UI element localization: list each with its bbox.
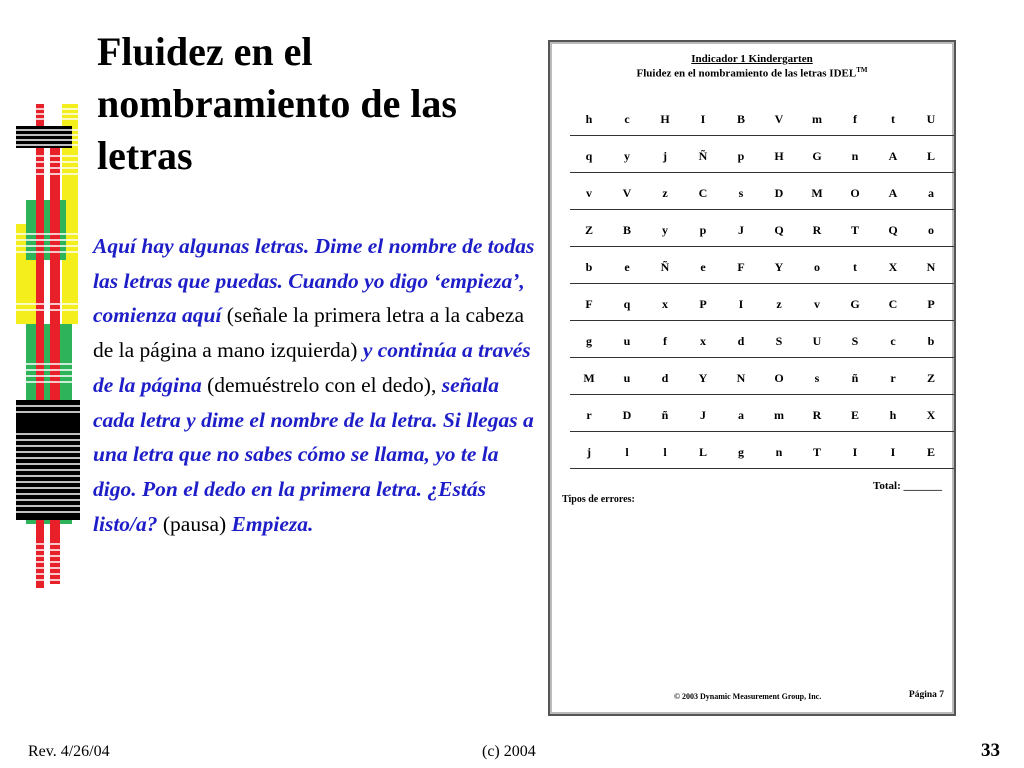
letter-cell: L <box>926 149 935 163</box>
letter-cell: Z <box>584 223 593 237</box>
letter-cell: J <box>738 223 744 237</box>
decorative-stripes <box>16 104 80 588</box>
instruction-run: (señale la primera letra a la cabeza de la página a mano izquierda) <box>93 303 525 363</box>
letter-cell: r <box>586 408 592 422</box>
letter-cell: A <box>888 149 898 163</box>
letter-cell: T <box>850 223 859 237</box>
letter-row <box>570 441 954 478</box>
letter-cell: l <box>663 445 667 459</box>
letter-cell: o <box>928 223 934 237</box>
error-types-label: Tipos de errores: <box>562 494 635 505</box>
letter-cell: h <box>889 408 897 422</box>
letter-row <box>570 219 954 256</box>
copyright-text: © 2003 Dynamic Measurement Group, Inc. <box>674 692 822 701</box>
letter-cell: n <box>775 445 783 459</box>
letter-cell: e <box>624 260 630 274</box>
letter-row <box>570 145 954 182</box>
letter-cell: C <box>888 297 898 311</box>
letter-cell: o <box>814 260 820 274</box>
letter-cell: S <box>775 334 783 348</box>
letter-cell: u <box>623 371 631 385</box>
letter-cell: v <box>814 297 820 311</box>
footer-copyright: (c) 2004 <box>482 743 536 760</box>
instruction-run: Aquí hay algunas letras. Dime el nombre de todas las letras que puedas. Cuando yo digo ‘empieza’, comienza aquí <box>93 234 535 328</box>
letter-row <box>570 182 954 219</box>
letter-cell: Q <box>774 223 784 237</box>
letter-cell: g <box>586 334 592 348</box>
letter-sheet <box>548 40 956 716</box>
instruction-run: señala cada letra y dime el nombre de la letra. Si llegas a una letra que no sabes cómo se llama, yo te la digo. Pon el dedo en la primera letra. ¿Estás listo/a? <box>93 372 534 536</box>
letter-cell: R <box>812 408 822 422</box>
letter-cell: I <box>890 445 896 459</box>
letter-cell: t <box>853 260 857 274</box>
letter-cell: H <box>774 149 784 163</box>
instruction-run: y continúa a través de la página <box>93 338 531 397</box>
letter-cell: F <box>737 260 745 274</box>
letter-cell: U <box>926 112 936 126</box>
letter-cell: j <box>587 445 591 459</box>
sheet-subheading <box>550 66 954 80</box>
letter-cell: u <box>623 334 631 348</box>
letter-cell: y <box>662 223 668 237</box>
stripes-graphic <box>16 104 80 588</box>
letter-cell: P <box>927 297 935 311</box>
row-underline <box>570 357 954 358</box>
letter-cell: N <box>736 371 746 385</box>
letter-cell: y <box>624 149 630 163</box>
letter-cell: Y <box>774 260 784 274</box>
letter-cell: V <box>774 112 784 126</box>
letter-cell: h <box>585 112 593 126</box>
letter-cell: C <box>698 186 708 200</box>
letter-cell: I <box>700 112 706 126</box>
letter-cell: g <box>738 445 744 459</box>
sheet-page-number: Página 7 <box>908 690 944 700</box>
slide-number: 33 <box>981 740 1000 761</box>
letter-cell: D <box>774 186 784 200</box>
letter-cell: G <box>812 149 822 163</box>
letter-cell: f <box>663 334 667 348</box>
letter-grid <box>570 108 954 478</box>
letter-cell: M <box>583 371 595 385</box>
letter-cell: z <box>662 186 668 200</box>
letter-cell: G <box>850 297 860 311</box>
letter-cell: t <box>891 112 895 126</box>
instruction-run: (demuéstrelo con el dedo), <box>201 372 442 397</box>
letter-row <box>570 330 954 367</box>
letter-cell: V <box>622 186 632 200</box>
page-title: Fluidez en el nombramiento de las letras <box>97 29 457 178</box>
letter-cell: O <box>850 186 860 200</box>
letter-cell: R <box>812 223 822 237</box>
letter-cell: a <box>738 408 744 422</box>
letter-cell: x <box>700 334 706 348</box>
instruction-run: Empieza. <box>231 511 314 536</box>
letter-cell: n <box>851 149 859 163</box>
letter-cell: b <box>927 334 935 348</box>
letter-cell: d <box>737 334 745 348</box>
letter-cell: ñ <box>851 371 859 385</box>
revision-date: Rev. 4/26/04 <box>28 743 110 760</box>
total-label: Total: _______ <box>873 480 942 492</box>
sheet-subheading-text: Fluidez en el nombramiento de las letras IDEL <box>636 67 857 80</box>
letter-cell: I <box>738 297 744 311</box>
letter-cell: L <box>698 445 707 459</box>
instruction-run: (pausa) <box>157 511 232 536</box>
letter-cell: D <box>622 408 632 422</box>
row-underline <box>570 320 954 321</box>
instructions-text <box>93 229 545 541</box>
row-underline <box>570 246 954 247</box>
letter-cell: M <box>811 186 823 200</box>
letter-cell: Z <box>926 371 935 385</box>
letter-cell: a <box>928 186 934 200</box>
letter-row <box>570 108 954 145</box>
letter-cell: l <box>625 445 629 459</box>
letter-cell: b <box>585 260 593 274</box>
letter-cell: p <box>737 149 745 163</box>
letter-cell: H <box>660 112 670 126</box>
trademark-sup: TM <box>856 66 868 74</box>
letter-cell: E <box>926 445 935 459</box>
row-underline <box>570 209 954 210</box>
letter-cell: T <box>812 445 821 459</box>
letter-cell: O <box>774 371 784 385</box>
letter-cell: s <box>738 186 744 200</box>
row-underline <box>570 431 954 432</box>
letter-cell: q <box>585 149 593 163</box>
letter-cell: r <box>890 371 896 385</box>
row-underline <box>570 394 954 395</box>
letter-cell: X <box>888 260 898 274</box>
letter-cell: I <box>852 445 858 459</box>
row-underline <box>570 172 954 173</box>
letter-cell: F <box>585 297 593 311</box>
letter-cell: A <box>888 186 898 200</box>
letter-cell: e <box>700 260 706 274</box>
sheet-heading: Indicador 1 Kindergarten <box>691 53 813 65</box>
letter-cell: P <box>699 297 707 311</box>
letter-cell: d <box>661 371 669 385</box>
letter-cell: ñ <box>661 408 669 422</box>
letter-row <box>570 256 954 293</box>
letter-cell: z <box>776 297 782 311</box>
letter-cell: Q <box>888 223 898 237</box>
letter-cell: Y <box>698 371 708 385</box>
letter-cell: m <box>812 112 822 126</box>
letter-cell: E <box>850 408 859 422</box>
letter-cell: f <box>853 112 857 126</box>
letter-cell: J <box>700 408 706 422</box>
letter-row <box>570 404 954 441</box>
letter-cell: x <box>662 297 668 311</box>
letter-cell: m <box>774 408 784 422</box>
letter-cell: B <box>622 223 631 237</box>
row-underline <box>570 135 954 136</box>
letter-cell: B <box>736 112 745 126</box>
letter-cell: S <box>851 334 859 348</box>
letter-cell: X <box>926 408 936 422</box>
letter-cell: c <box>890 334 896 348</box>
letter-cell: j <box>663 149 667 163</box>
letter-cell: c <box>624 112 630 126</box>
row-underline <box>570 468 954 469</box>
letter-cell: N <box>926 260 936 274</box>
letter-cell: p <box>699 223 707 237</box>
letter-cell: Ñ <box>698 149 708 163</box>
letter-cell: U <box>812 334 822 348</box>
letter-cell: v <box>586 186 592 200</box>
letter-cell: Ñ <box>660 260 670 274</box>
row-underline <box>570 283 954 284</box>
letter-cell: q <box>623 297 631 311</box>
letter-cell: s <box>814 371 820 385</box>
letter-row <box>570 367 954 404</box>
letter-row <box>570 293 954 330</box>
